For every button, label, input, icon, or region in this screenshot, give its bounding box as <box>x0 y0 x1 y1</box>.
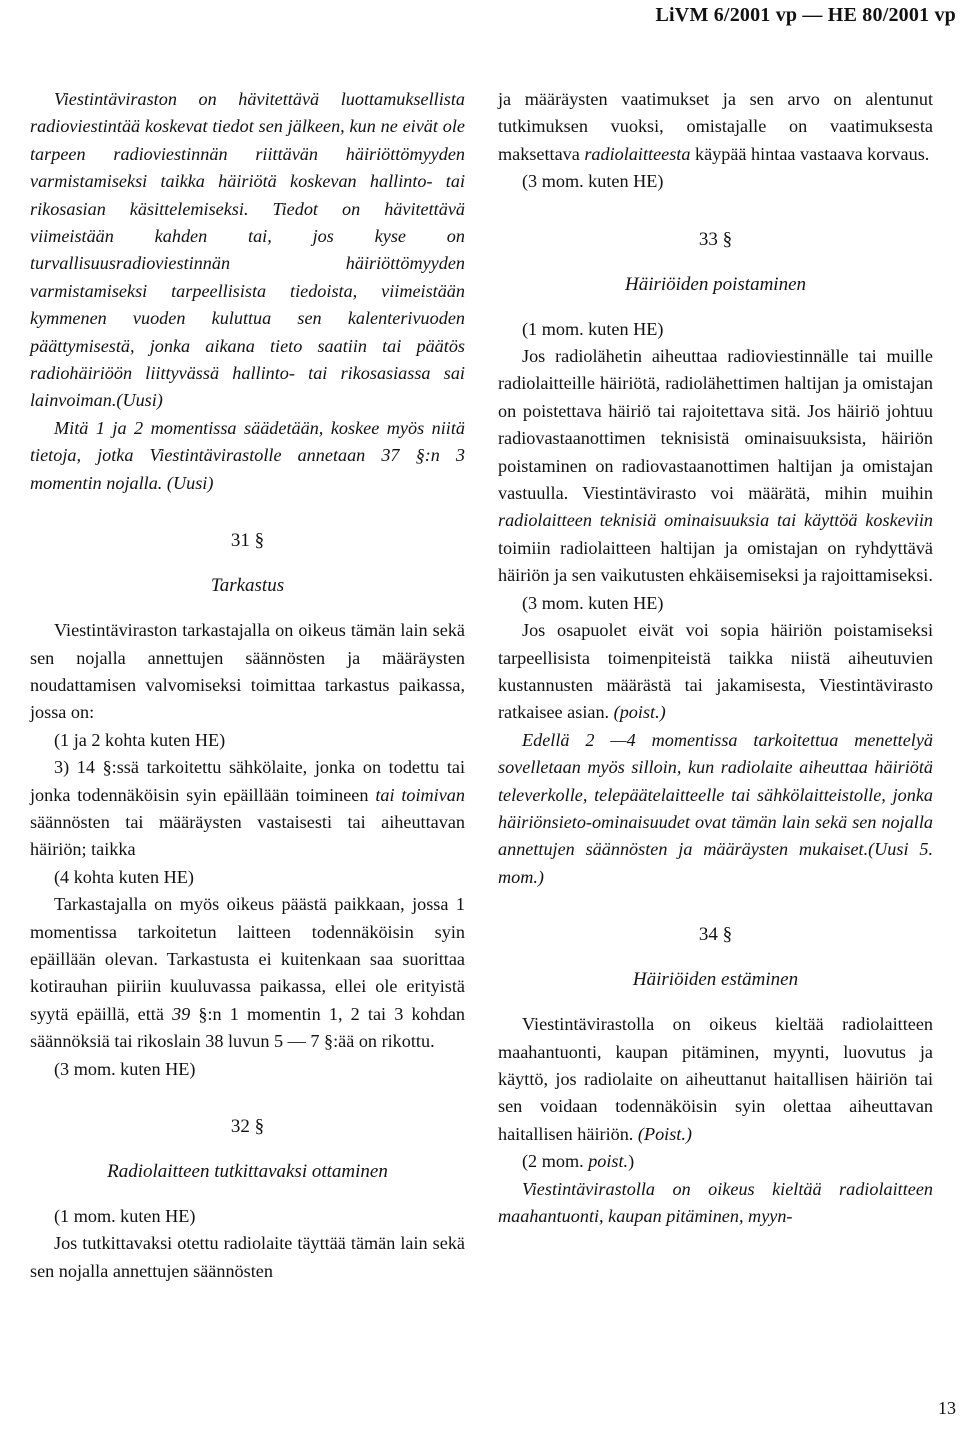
paragraph: (3 mom. kuten HE) <box>522 171 664 192</box>
text-run: toimiin radiolaitteen haltijan ja omistajan on ryhdyttävä häiriön ja sen vaikutusten ehkäisemiseksi ja rajoittamiseksi. <box>498 537 933 586</box>
paragraph: (3 mom. kuten HE) <box>54 1058 196 1079</box>
paragraph: Viestintäviraston tarkastajalla on oikeus tämän lain sekä sen nojalla annettujen säännösten ja määräysten noudattamisen valvomiseksi toimittaa tarkastus paikassa, jossa on: <box>30 620 465 723</box>
text-run: Tarkastajalla on myös oikeus päästä paikkaan, jossa 1 momentissa tarkoitetun laitteen todennäköisin syin epäillään olevan. Tarkastusta ei kuitenkaan saa suorittaa kotirauhan piiriin kuuluvassa paikassa, ellei ole erityistä syytä epäillä, että <box>30 894 465 1024</box>
text-run: ) <box>628 1151 635 1172</box>
paragraph: Mitä 1 ja 2 momentissa säädetään, koskee myös niitä tietoja, jotka Viestintävirastolle annetaan 37 §:n 3 momentin nojalla. (Uusi) <box>30 417 465 493</box>
paragraph: Viestintäviraston on hävitettävä luottamuksellista radioviestintää koskevat tiedot sen jälkeen, kun ne eivät ole tarpeen radioviestinnän riittävän häiriöttömyyden varmistamiseksi taikka häiriötä koskevan hallinto- tai rikosasian käsittelemiseksi. Tiedot on hävitettävä viimeistään kahden tai, jos kyse on turvallisuusradioviestinnän häiriöttömyyden varmistamiseksi tarpeellisista tiedoista, viimeistään kymmenen vuoden kuluttua sen kalenterivuoden päättymisestä, jonka aikana tieto saatiin tai päätös radiohäiriöön liittyvässä hallinto- tai rikosasiassa sai lainvoiman.(Uusi) <box>30 89 465 411</box>
section-title: Radiolaitteen tutkittavaksi ottaminen <box>107 1161 388 1182</box>
paragraph <box>498 617 933 727</box>
left-column <box>30 86 465 1285</box>
paragraph <box>498 86 933 168</box>
running-header: LiVM 6/2001 vp — HE 80/2001 vp <box>655 4 956 26</box>
italic-run: (Poist.) <box>637 1123 692 1144</box>
paragraph: Viestintävirastolla on oikeus kieltää radiolaitteen maahantuonti, kaupan pitäminen, myyn- <box>498 1178 933 1226</box>
section-title: Häiriöiden poistaminen <box>624 273 807 295</box>
page-number: 13 <box>938 1398 956 1418</box>
text-run: ja määräysten vaatimukset ja sen arvo on alentunut tutkimuksen vuoksi, omistajalle on vaatimuksesta maksettava <box>498 89 933 164</box>
text-run: käypää hintaa vastaava korvaus. <box>690 143 930 164</box>
text-run: Viestintävirastolla on oikeus kieltää radiolaitteen maahantuonti, kaupan pitäminen, myynti, luovutus ja käyttö, jos radiolaite on aiheuttanut haitallisen häiriön tai sen voidaan todennäköisin syin olettaa aiheuttavan haitallisen häiriön. <box>498 1014 933 1144</box>
paragraph: Edellä 2 —4 momentissa tarkoitettua menettelyä sovelletaan myös silloin, kun radiolaite aiheuttaa häiriötä televerkolle, telepäätelaitteelle tai sähkölaitteistolle, jonka häiriönsieto-ominaisuudet ovat tämän lain sekä sen nojalla annettujen säännösten ja määräysten mukaiset.(Uusi 5. mom.) <box>498 729 933 887</box>
section-title: Tarkastus <box>210 575 285 597</box>
text-run: Jos osapuolet eivät voi sopia häiriön poistamiseksi tarpeellisista toimenpiteistä taikka niistä aiheutuvien kustannusten määrästä tai jakamisesta, Viestintävirasto ratkaisee asian. <box>498 620 933 723</box>
paragraph <box>498 343 933 590</box>
section-number: 31 § <box>230 530 265 552</box>
paragraph: (1 mom. kuten HE) <box>54 1206 196 1226</box>
text-run: (2 mom. <box>522 1151 589 1172</box>
section-title: Häiriöiden estäminen <box>632 969 799 991</box>
paragraph <box>498 1148 933 1175</box>
paragraph: (3 mom. kuten HE) <box>522 592 664 613</box>
paragraph <box>30 754 465 864</box>
italic-run: radiolaitteen teknisiä ominaisuuksia tai käyttöä koskeviin <box>498 510 933 531</box>
paragraph <box>30 891 465 1055</box>
paragraph: (1 ja 2 kohta kuten HE) <box>54 729 226 750</box>
section-number: 33 § <box>698 228 733 250</box>
text-run: Jos radiolähetin aiheuttaa radioviestinnälle tai muille radiolaitteille häiriötä, radiolähettimen haltijan ja omistajan on poistettava häiriö tai rajoitettava sitä. Jos häiriö johtuu radiovastaanottimen teknisistä ominaisuuksista, häiriön poistaminen on radiovastaanottimen haltijan ja omistajan vastuulla. Viestintävirasto voi määrätä, mihin muihin <box>498 346 933 504</box>
right-column <box>498 86 933 1230</box>
paragraph: (4 kohta kuten HE) <box>54 866 194 887</box>
italic-run: (poist.) <box>613 702 666 723</box>
section-number: 32 § <box>230 1116 265 1137</box>
paragraph <box>498 1011 933 1148</box>
italic-run: radiolaitteesta <box>584 143 691 164</box>
section-number: 34 § <box>698 924 733 946</box>
text-run: säännösten tai määräysten vastaisesti tai aiheuttavan häiriön; taikka <box>30 811 465 860</box>
italic-run: 39 <box>172 1003 191 1024</box>
text-run: §:n 1 momentin 1, 2 tai 3 kohdan säännöksiä tai rikoslain 38 luvun 5 — 7 §:ää on rikottu. <box>30 1003 465 1052</box>
italic-run: tai toimivan <box>375 784 465 805</box>
paragraph: Jos tutkittavaksi otettu radiolaite täyttää tämän lain sekä sen nojalla annettujen säännösten <box>30 1233 465 1281</box>
paragraph: (1 mom. kuten HE) <box>522 318 664 339</box>
italic-run: poist. <box>588 1151 629 1172</box>
text-run: 3) 14 §:ssä tarkoitettu sähkölaite, jonka on todettu tai jonka todennäköisin syin epäillään toimineen <box>30 757 465 805</box>
